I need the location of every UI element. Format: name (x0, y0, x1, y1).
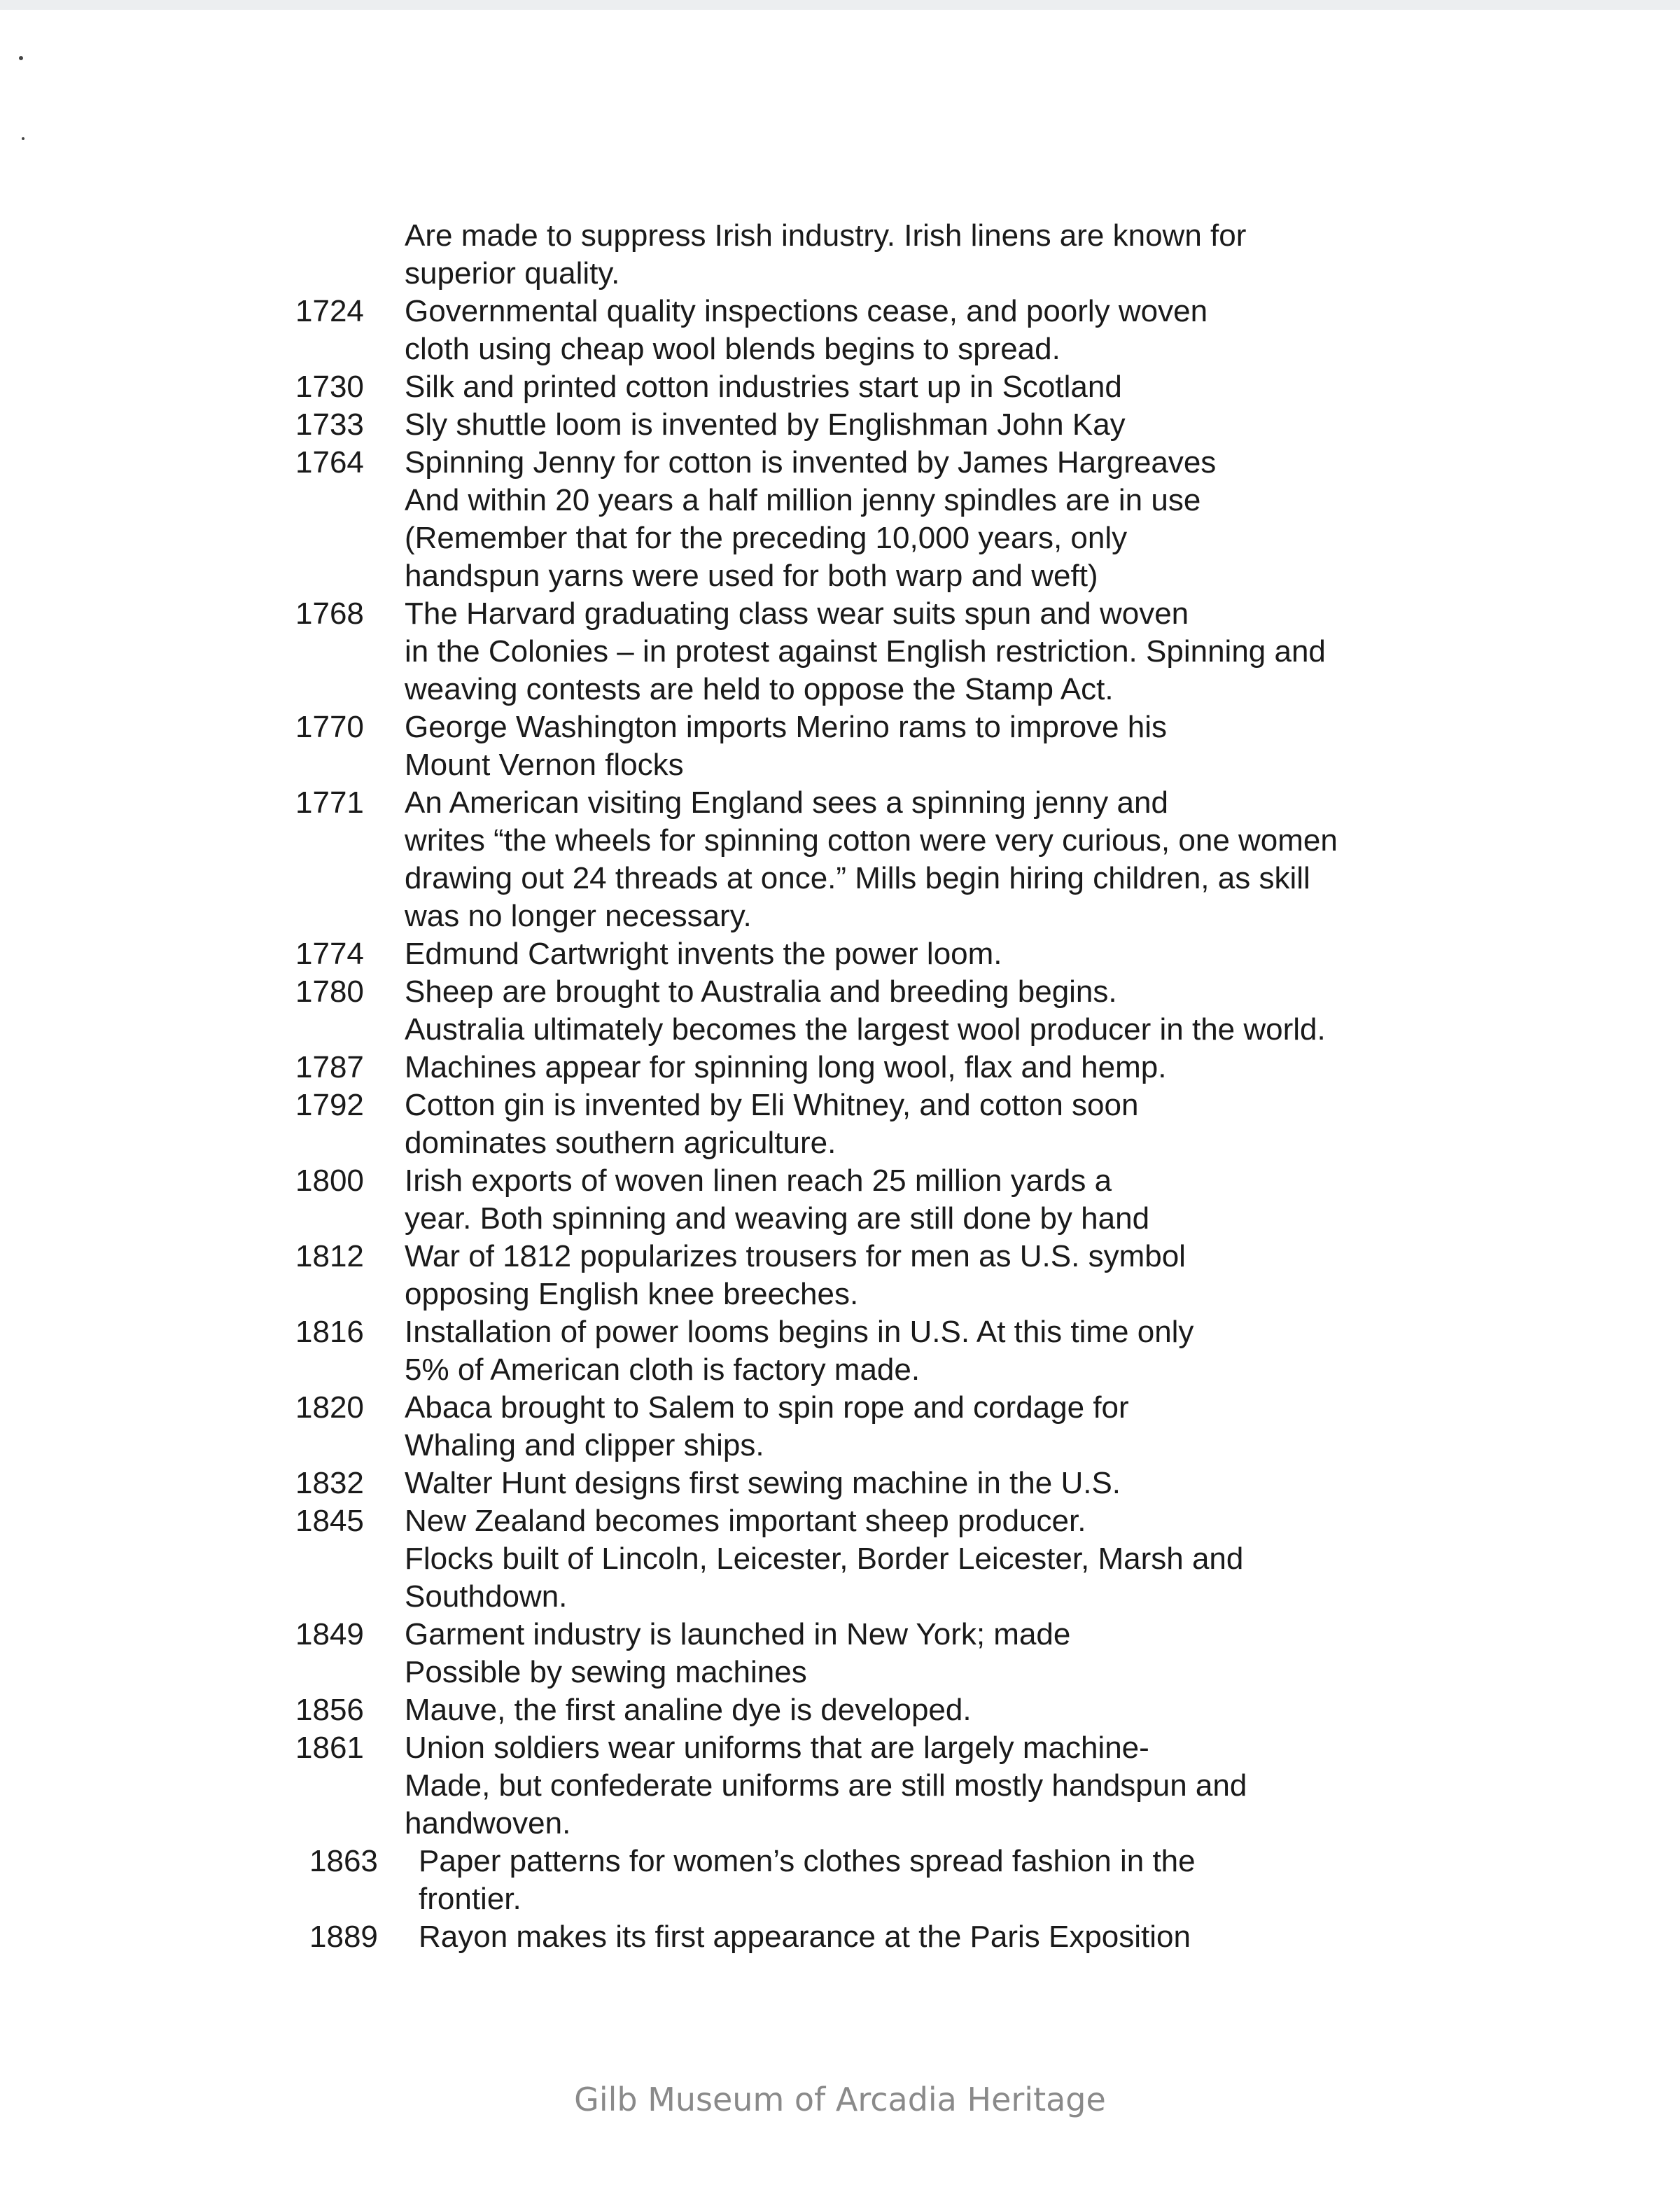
description-line: Paper patterns for women’s clothes spread fashion in the (419, 1844, 1196, 1878)
description-line: Sheep are brought to Australia and breeding begins. (405, 974, 1117, 1009)
description-line: handwoven. (405, 1806, 571, 1840)
entry-year: 1800 (295, 1164, 364, 1198)
entry-year: 1792 (295, 1088, 364, 1122)
entry-description (405, 1086, 1680, 1162)
timeline-entry (0, 935, 1680, 973)
entry-description (405, 217, 1680, 293)
entry-description (405, 1313, 1680, 1389)
timeline-list (0, 217, 1680, 1956)
description-line: in the Colonies – in protest against English restriction. Spinning and (405, 634, 1326, 669)
entry-description (405, 935, 1680, 973)
timeline-entry (0, 1502, 1680, 1616)
description-line: year. Both spinning and weaving are still done by hand (405, 1201, 1150, 1236)
description-line: And within 20 years a half million jenny spindles are in use (405, 483, 1201, 517)
entry-year: 1863 (309, 1844, 378, 1878)
description-line: Possible by sewing machines (405, 1655, 807, 1689)
entry-year: 1832 (295, 1466, 364, 1500)
entry-year: 1856 (295, 1693, 364, 1727)
description-line: Southdown. (405, 1579, 568, 1614)
scan-speck-dot (22, 137, 24, 140)
entry-year: 1849 (295, 1617, 364, 1651)
scan-speck-dot (19, 56, 23, 60)
description-line: Governmental quality inspections cease, and poorly woven (405, 294, 1208, 328)
description-line: writes “the wheels for spinning cotton were very curious, one women (405, 823, 1338, 858)
entry-year: 1889 (309, 1920, 378, 1954)
description-line: The Harvard graduating class wear suits spun and woven (405, 596, 1189, 631)
description-line: handspun yarns were used for both warp and weft) (405, 559, 1098, 593)
description-line: Edmund Cartwright invents the power loom. (405, 937, 1002, 971)
description-line: Installation of power looms begins in U.S. At this time only (405, 1315, 1194, 1349)
description-line: dominates southern agriculture. (405, 1126, 836, 1160)
entry-description (405, 708, 1680, 784)
timeline-entry (0, 217, 1680, 293)
timeline-entry (0, 1616, 1680, 1691)
timeline-entry (0, 1691, 1680, 1729)
timeline-entry (0, 1843, 1680, 1918)
description-line: superior quality. (405, 256, 620, 291)
timeline-entry (0, 595, 1680, 708)
entry-description (405, 406, 1680, 444)
entry-year: 1820 (295, 1390, 364, 1425)
timeline-entry (0, 1465, 1680, 1502)
description-line: Australia ultimately becomes the largest wool producer in the world. (405, 1012, 1326, 1047)
entry-description (405, 1162, 1680, 1238)
description-line: George Washington imports Merino rams to improve his (405, 710, 1167, 744)
entry-year: 1787 (295, 1050, 364, 1084)
description-line: Garment industry is launched in New York; made (405, 1617, 1071, 1651)
timeline-entry (0, 1313, 1680, 1389)
timeline-entry (0, 1162, 1680, 1238)
entry-description (405, 595, 1680, 708)
timeline-entry (0, 1389, 1680, 1465)
description-line: Spinning Jenny for cotton is invented by James Hargreaves (405, 445, 1217, 480)
entry-year: 1861 (295, 1731, 364, 1765)
entry-year: 1724 (295, 294, 364, 328)
description-line: was no longer necessary. (405, 899, 752, 933)
description-line: opposing English knee breeches. (405, 1277, 859, 1311)
description-line: Flocks built of Lincoln, Leicester, Border Leicester, Marsh and (405, 1542, 1244, 1576)
museum-footer: Gilb Museum of Arcadia Heritage (574, 2081, 1106, 2118)
entry-year: 1774 (295, 937, 364, 971)
entry-year: 1733 (295, 407, 364, 442)
entry-description (405, 293, 1680, 368)
description-line: New Zealand becomes important sheep producer. (405, 1504, 1086, 1538)
description-line: An American visiting England sees a spinning jenny and (405, 785, 1168, 820)
description-line: Walter Hunt designs first sewing machine in the U.S. (405, 1466, 1121, 1500)
description-line: cloth using cheap wool blends begins to spread. (405, 332, 1060, 366)
entry-description (419, 1918, 1680, 1956)
entry-description (405, 368, 1680, 406)
description-line: Rayon makes its first appearance at the Paris Exposition (419, 1920, 1191, 1954)
description-line: (Remember that for the preceding 10,000 years, only (405, 521, 1128, 555)
description-line: Abaca brought to Salem to spin rope and cordage for (405, 1390, 1129, 1425)
entry-description (405, 444, 1680, 595)
description-line: Sly shuttle loom is invented by Englishman John Kay (405, 407, 1126, 442)
entry-year: 1812 (295, 1239, 364, 1273)
entry-description (405, 1049, 1680, 1086)
timeline-entry (0, 973, 1680, 1049)
timeline-entry (0, 1918, 1680, 1956)
timeline-entry (0, 1729, 1680, 1843)
entry-year: 1780 (295, 974, 364, 1009)
description-line: Whaling and clipper ships. (405, 1428, 764, 1462)
description-line: Made, but confederate uniforms are still mostly handspun and (405, 1768, 1247, 1803)
timeline-entry (0, 784, 1680, 935)
entry-description (405, 973, 1680, 1049)
entry-year: 1771 (295, 785, 364, 820)
description-line: Irish exports of woven linen reach 25 million yards a (405, 1164, 1112, 1198)
description-line: weaving contests are held to oppose the Stamp Act. (405, 672, 1114, 706)
entry-description (405, 784, 1680, 935)
description-line: Cotton gin is invented by Eli Whitney, and cotton soon (405, 1088, 1139, 1122)
description-line: War of 1812 popularizes trousers for men as U.S. symbol (405, 1239, 1186, 1273)
description-line: Are made to suppress Irish industry. Irish linens are known for (405, 218, 1247, 253)
entry-description (405, 1729, 1680, 1843)
description-line: Mauve, the first analine dye is developed. (405, 1693, 972, 1727)
entry-year: 1816 (295, 1315, 364, 1349)
entry-year: 1764 (295, 445, 364, 480)
scan-top-edge (0, 0, 1680, 10)
description-line: Silk and printed cotton industries start up in Scotland (405, 370, 1122, 404)
description-line: drawing out 24 threads at once.” Mills begin hiring children, as skill (405, 861, 1310, 895)
description-line: Union soldiers wear uniforms that are largely machine- (405, 1731, 1149, 1765)
description-line: frontier. (419, 1882, 522, 1916)
entry-description (405, 1389, 1680, 1465)
description-line: Machines appear for spinning long wool, flax and hemp. (405, 1050, 1167, 1084)
entry-description (419, 1843, 1680, 1918)
entry-year: 1768 (295, 596, 364, 631)
timeline-entry (0, 1238, 1680, 1313)
timeline-entry (0, 368, 1680, 406)
timeline-entry (0, 1086, 1680, 1162)
entry-description (405, 1502, 1680, 1616)
entry-description (405, 1691, 1680, 1729)
description-line: 5% of American cloth is factory made. (405, 1353, 920, 1387)
timeline-entry (0, 293, 1680, 368)
description-line: Mount Vernon flocks (405, 748, 684, 782)
entry-description (405, 1465, 1680, 1502)
entry-year: 1730 (295, 370, 364, 404)
entry-year: 1845 (295, 1504, 364, 1538)
timeline-entry (0, 444, 1680, 595)
entry-description (405, 1616, 1680, 1691)
timeline-entry (0, 406, 1680, 444)
timeline-entry (0, 1049, 1680, 1086)
entry-description (405, 1238, 1680, 1313)
entry-year: 1770 (295, 710, 364, 744)
timeline-entry (0, 708, 1680, 784)
